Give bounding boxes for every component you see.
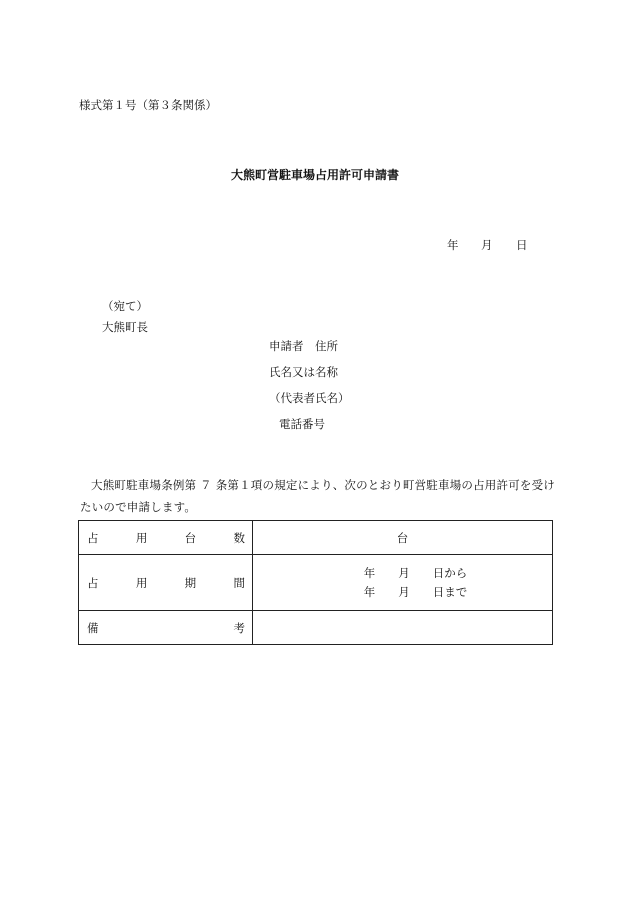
label-char: 占: [87, 575, 99, 590]
date-month: 月: [481, 238, 493, 252]
value-occupied-period[interactable]: [253, 555, 553, 611]
date-day: 日: [516, 238, 528, 252]
addressee-name: 大熊町長: [102, 320, 148, 334]
label-char: 数: [233, 530, 245, 545]
date-line: [447, 237, 528, 253]
table-row-remarks: [79, 611, 553, 645]
form-number: 様式第１号（第３条関係）: [79, 98, 217, 112]
document-title: 大熊町営駐車場占用許可申請書: [230, 168, 399, 182]
table-row-occupied-period: [79, 555, 553, 611]
applicant-phone-label: 電話番号: [279, 417, 325, 431]
unit-label: 台: [396, 530, 409, 545]
addressee-to: （宛て）: [102, 299, 148, 313]
value-occupied-count[interactable]: [253, 521, 553, 555]
period-to: 年 月 日まで: [363, 584, 468, 599]
label-occupied-period: [79, 555, 253, 611]
applicant-name-label: 氏名又は名称: [269, 365, 338, 379]
label-char: 用: [135, 530, 148, 545]
period-from: 年 月 日から: [363, 565, 468, 580]
label-char: 用: [135, 575, 148, 590]
applicant-rep-label: （代表者氏名）: [269, 391, 350, 405]
label-char: 占: [87, 530, 99, 545]
date-year: 年: [447, 238, 459, 252]
table-row-occupied-count: [79, 521, 553, 555]
label-occupied-count: [79, 521, 253, 555]
application-table: [78, 520, 553, 645]
application-statement: 大熊町駐車場条例第 ７ 条第１項の規定により、次のとおり町営駐車場の占用許可を受けたいので申請します。: [80, 478, 556, 514]
label-char: 間: [233, 575, 245, 590]
applicant-address-label: 申請者 住所: [269, 339, 338, 353]
label-char: 備: [87, 620, 99, 635]
label-char: 台: [184, 530, 197, 545]
value-remarks[interactable]: [253, 611, 553, 645]
label-char: 期: [184, 575, 197, 590]
label-char: 考: [233, 620, 245, 635]
label-remarks: [79, 611, 253, 645]
